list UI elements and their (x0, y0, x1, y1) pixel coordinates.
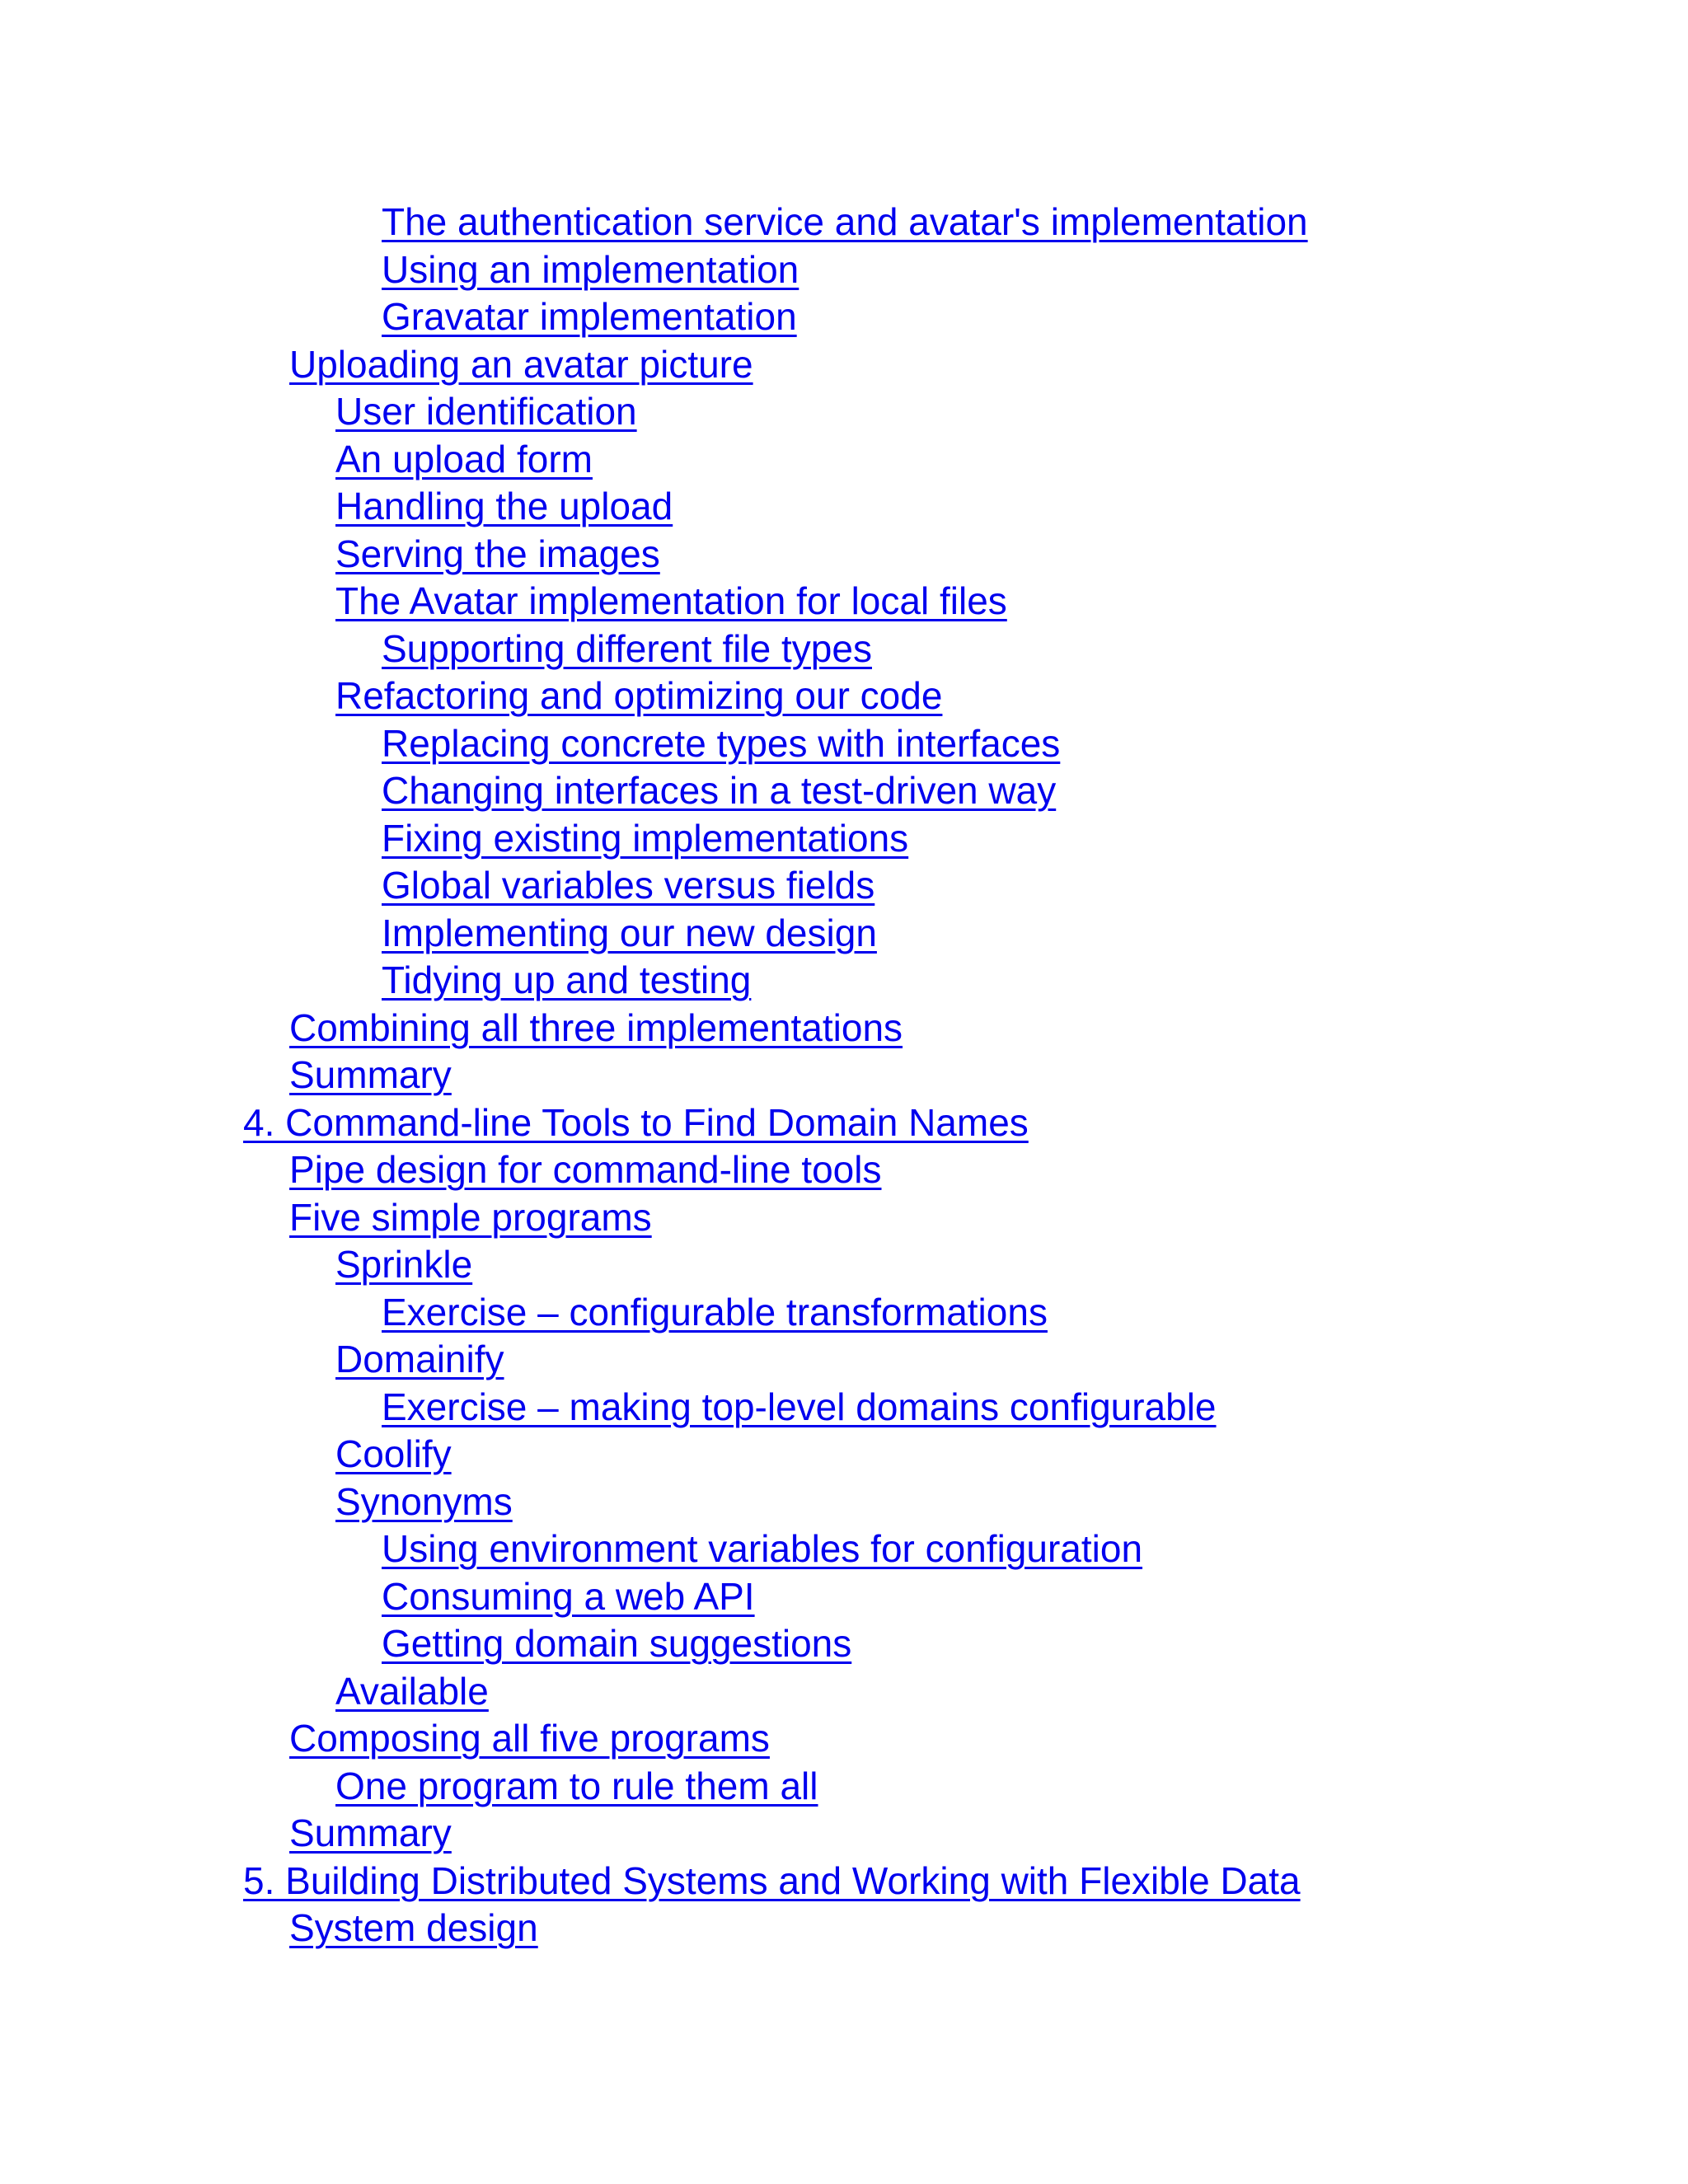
toc-link[interactable]: Domainify (335, 1338, 504, 1380)
toc-entry (0, 342, 1688, 390)
toc-entry (0, 1764, 1688, 1811)
toc-entry (0, 1290, 1688, 1338)
toc-link[interactable]: An upload form (335, 437, 593, 480)
toc-link[interactable]: Combining all three implementations (289, 1005, 903, 1049)
toc-entry (0, 1005, 1688, 1053)
toc-entry (0, 579, 1688, 626)
toc-entry (0, 247, 1688, 295)
toc-link[interactable]: The authentication service and avatar's implementation (382, 200, 1308, 243)
toc-entry (0, 1526, 1688, 1574)
toc-link[interactable]: Summary (289, 1053, 452, 1096)
toc-entry (0, 911, 1688, 958)
toc-entry (0, 1669, 1688, 1717)
toc-entry (0, 1716, 1688, 1764)
toc-link[interactable]: Exercise – configurable transformations (382, 1290, 1048, 1333)
toc-entry (0, 816, 1688, 864)
toc-entry (0, 1242, 1688, 1290)
toc-link[interactable]: Refactoring and optimizing our code (335, 674, 943, 717)
toc-entry (0, 1052, 1688, 1100)
toc-link[interactable]: Exercise – making top-level domains configurable (382, 1385, 1217, 1428)
toc-link[interactable]: Using environment variables for configuration (382, 1527, 1143, 1570)
toc-link[interactable]: Replacing concrete types with interfaces (382, 721, 1061, 765)
toc-entry (0, 673, 1688, 721)
toc-entry (0, 958, 1688, 1005)
toc-link[interactable]: Composing all five programs (289, 1717, 770, 1760)
toc-link[interactable]: Uploading an avatar picture (289, 342, 753, 386)
toc-link[interactable]: Global variables versus fields (382, 864, 875, 907)
toc-link[interactable]: Sprinkle (335, 1243, 473, 1286)
toc-entry (0, 1147, 1688, 1195)
toc-link[interactable]: Changing interfaces in a test-driven way (382, 769, 1057, 812)
toc-link[interactable]: Getting domain suggestions (382, 1622, 852, 1665)
toc-link[interactable]: Pipe design for command-line tools (289, 1148, 882, 1191)
toc-entry (0, 1574, 1688, 1622)
toc-entry (0, 1337, 1688, 1385)
toc-entry (0, 863, 1688, 911)
toc-entry (0, 1479, 1688, 1527)
toc-entry (0, 1195, 1688, 1243)
toc-entry (0, 1811, 1688, 1858)
toc-link[interactable]: Consuming a web API (382, 1574, 755, 1618)
toc-entry (0, 1621, 1688, 1669)
toc-entry (0, 294, 1688, 342)
toc-chapter-link[interactable]: 5. Building Distributed Systems and Working with Flexible Data (243, 1858, 1301, 1902)
toc-entry (0, 1385, 1688, 1432)
toc-link[interactable]: Available (335, 1669, 489, 1713)
toc-entry (0, 199, 1688, 247)
toc-link[interactable]: Handling the upload (335, 485, 673, 527)
toc-entry (0, 721, 1688, 769)
toc-entry (0, 626, 1688, 674)
toc-link[interactable]: Gravatar implementation (382, 295, 797, 338)
toc-link[interactable]: Using an implementation (382, 247, 799, 291)
toc-link[interactable]: User identification (335, 390, 637, 433)
toc-entry (0, 1432, 1688, 1479)
toc-entry (0, 389, 1688, 437)
toc-link[interactable]: Synonyms (335, 1479, 513, 1523)
toc-entry (0, 768, 1688, 816)
toc-link[interactable]: Five simple programs (289, 1195, 652, 1239)
toc-link[interactable]: Implementing our new design (382, 911, 877, 954)
toc-link[interactable]: System design (289, 1906, 538, 1949)
toc-chapter-link[interactable]: 4. Command-line Tools to Find Domain Names (243, 1100, 1029, 1144)
toc-entry (0, 532, 1688, 579)
toc-link[interactable]: Supporting different file types (382, 626, 872, 670)
toc-link[interactable]: One program to rule them all (335, 1764, 818, 1807)
toc-link[interactable]: Tidying up and testing (382, 958, 752, 1001)
toc-link[interactable]: Summary (289, 1811, 452, 1854)
toc-entry (0, 437, 1688, 485)
toc-link[interactable]: The Avatar implementation for local files (335, 579, 1007, 622)
toc-link[interactable]: Coolify (335, 1432, 452, 1475)
toc-link[interactable]: Fixing existing implementations (382, 816, 909, 860)
toc-entry (0, 1905, 1688, 1953)
toc-link[interactable]: Serving the images (335, 532, 660, 575)
toc-chapter (0, 1100, 1688, 1148)
table-of-contents (0, 199, 1688, 1953)
toc-entry (0, 484, 1688, 532)
toc-chapter (0, 1858, 1688, 1906)
